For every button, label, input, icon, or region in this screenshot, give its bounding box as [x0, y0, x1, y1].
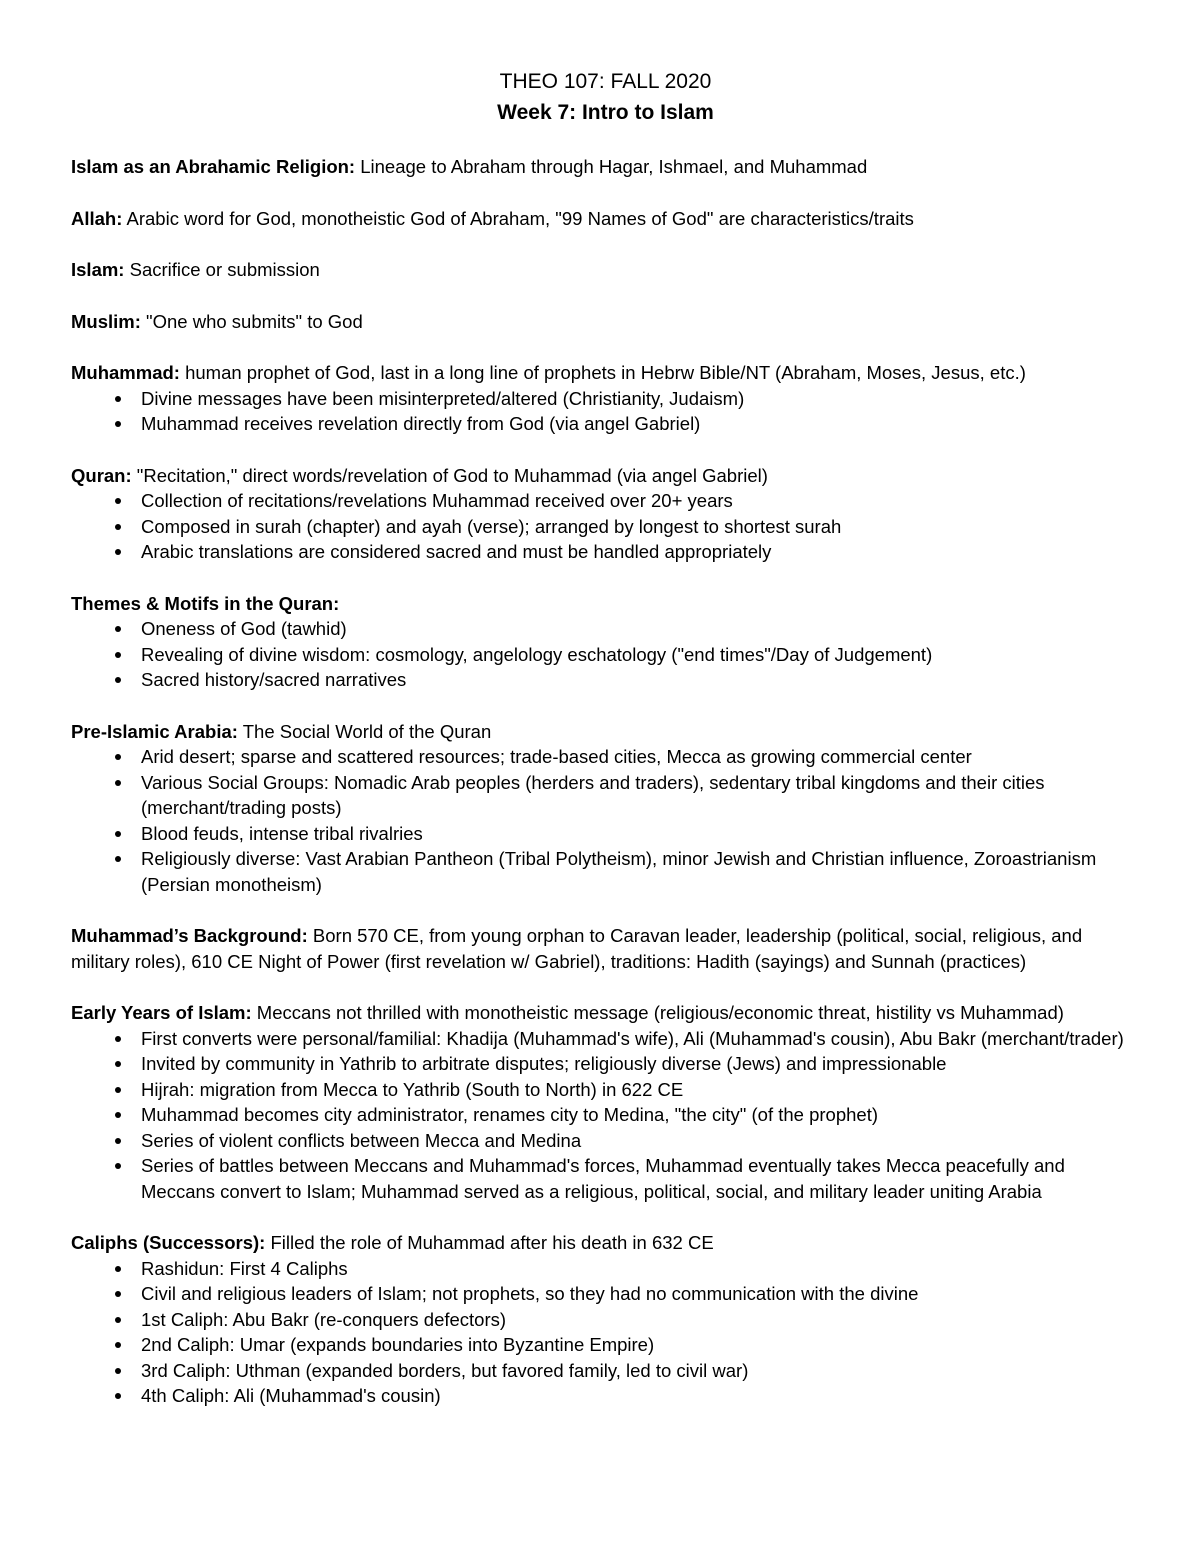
section-term: Early Years of Islam: — [71, 1002, 252, 1023]
section-description: The Social World of the Quran — [237, 720, 492, 742]
section-term: Themes & Motifs in the Quran: — [71, 592, 340, 614]
section-heading — [71, 206, 1140, 232]
section-description: Filled the role of Muhammad after his death in 632 CE — [265, 1232, 714, 1253]
section-muhammad — [71, 360, 1140, 437]
section-themes — [71, 591, 1140, 693]
bullet-item: 4th Caliph: Ali (Muhammad's cousin) — [141, 1383, 1140, 1409]
bullet-item: Series of violent conflicts between Mecca and Medina — [141, 1128, 1140, 1154]
section-heading — [71, 463, 1140, 489]
section-quran — [71, 463, 1140, 565]
section-description: "Recitation," direct words/revelation of God to Muhammad (via angel Gabriel) — [131, 464, 768, 486]
bullet-item: Hijrah: migration from Mecca to Yathrib (South to North) in 622 CE — [141, 1077, 1140, 1103]
bullet-item: 2nd Caliph: Umar (expands boundaries into Byzantine Empire) — [141, 1332, 1140, 1358]
bullet-item: Divine messages have been misinterpreted/altered (Christianity, Judaism) — [141, 386, 1140, 412]
bullet-item: Invited by community in Yathrib to arbitrate disputes; religiously diverse (Jews) and impressionable — [141, 1051, 1140, 1077]
bullet-item: Blood feuds, intense tribal rivalries — [141, 821, 1140, 847]
bullet-item: Collection of recitations/revelations Muhammad received over 20+ years — [141, 488, 1140, 514]
section-background — [71, 923, 1140, 974]
section-heading — [71, 719, 1140, 745]
week-title: Week 7: Intro to Islam — [497, 101, 714, 124]
bullet-list — [71, 1026, 1140, 1205]
bullet-item: Arid desert; sparse and scattered resources; trade-based cities, Mecca as growing commercial center — [141, 744, 1140, 770]
section-islam — [71, 257, 1140, 283]
section-description: Meccans not thrilled with monotheistic message (religious/economic threat, histility vs Muhammad) — [251, 1002, 1064, 1023]
section-description: Arabic word for God, monotheistic God of Abraham, "99 Names of God" are characteristics/traits — [122, 207, 914, 229]
section-heading — [71, 923, 1140, 974]
bullet-item: 3rd Caliph: Uthman (expanded borders, but favored family, led to civil war) — [141, 1358, 1140, 1384]
section-allah — [71, 206, 1140, 232]
section-heading — [71, 309, 1140, 335]
section-description: "One who submits" to God — [140, 310, 363, 332]
section-abrahamic — [71, 154, 1140, 180]
course-title: THEO 107: FALL 2020 — [499, 70, 712, 93]
section-heading — [71, 154, 1140, 180]
section-term: Pre-Islamic Arabia: — [71, 720, 238, 742]
bullet-item: Muhammad receives revelation directly from God (via angel Gabriel) — [141, 411, 1140, 437]
section-term: Allah: — [71, 207, 123, 229]
bullet-item: Composed in surah (chapter) and ayah (verse); arranged by longest to shortest surah — [141, 514, 1140, 540]
section-caliphs — [71, 1230, 1140, 1409]
section-description: Born 570 CE, from young orphan to Caravan leader, leadership (political, social, religious, and military roles), 610 CE Night of Power (first revelation w/ Gabriel), traditions: Hadith (sayings) and Sunnah (practices) — [71, 925, 1083, 972]
bullet-item: Oneness of God (tawhid) — [141, 616, 1140, 642]
bullet-item: Revealing of divine wisdom: cosmology, angelology eschatology ("end times"/Day of Judgement) — [141, 642, 1140, 668]
bullet-item: 1st Caliph: Abu Bakr (re-conquers defectors) — [141, 1307, 1140, 1333]
bullet-item: Rashidun: First 4 Caliphs — [141, 1256, 1140, 1282]
section-term: Muslim: — [71, 310, 141, 332]
bullet-list — [71, 1256, 1140, 1409]
section-term: Quran: — [71, 464, 132, 486]
bullet-list — [71, 386, 1140, 437]
section-term: Muhammad: — [71, 362, 180, 383]
bullet-list — [71, 488, 1140, 565]
section-heading — [71, 360, 1140, 386]
section-heading — [71, 591, 1140, 617]
bullet-item: First converts were personal/familial: Khadija (Muhammad's wife), Ali (Muhammad's cousin), Abu Bakr (merchant/trader) — [141, 1026, 1140, 1052]
section-term: Islam as an Abrahamic Religion: — [71, 156, 356, 177]
bullet-list — [71, 744, 1140, 897]
bullet-item: Religiously diverse: Vast Arabian Pantheon (Tribal Polytheism), minor Jewish and Christian influence, Zoroastrianism (Persian monotheism) — [141, 846, 1140, 897]
section-muslim — [71, 309, 1140, 335]
bullet-item: Muhammad becomes city administrator, renames city to Medina, "the city" (of the prophet) — [141, 1102, 1140, 1128]
section-early-years — [71, 1000, 1140, 1204]
section-description: human prophet of God, last in a long line of prophets in Hebrw Bible/NT (Abraham, Moses, Jesus, etc.) — [179, 362, 1026, 383]
document-title — [71, 66, 1140, 128]
section-heading — [71, 1000, 1140, 1026]
bullet-list — [71, 616, 1140, 693]
bullet-item: Sacred history/sacred narratives — [141, 667, 1140, 693]
section-heading — [71, 1230, 1140, 1256]
section-term: Muhammad’s Background: — [71, 925, 308, 946]
bullet-item: Civil and religious leaders of Islam; not prophets, so they had no communication with the divine — [141, 1281, 1140, 1307]
bullet-item: Series of battles between Meccans and Muhammad's forces, Muhammad eventually takes Mecca peacefully and Meccans convert to Islam; Muhammad served as a religious, political, social, and military leader uniting Arabia — [141, 1153, 1140, 1204]
section-term: Islam: — [71, 259, 125, 280]
notes-body — [71, 154, 1140, 1409]
section-pre-islamic — [71, 719, 1140, 898]
bullet-item: Various Social Groups: Nomadic Arab peoples (herders and traders), sedentary tribal kingdoms and their cities (merchant/trading posts) — [141, 770, 1140, 821]
section-term: Caliphs (Successors): — [71, 1232, 266, 1253]
section-description: Lineage to Abraham through Hagar, Ishmael, and Muhammad — [355, 156, 868, 177]
section-description: Sacrifice or submission — [124, 259, 320, 280]
bullet-item: Arabic translations are considered sacred and must be handled appropriately — [141, 539, 1140, 565]
section-heading — [71, 257, 1140, 283]
